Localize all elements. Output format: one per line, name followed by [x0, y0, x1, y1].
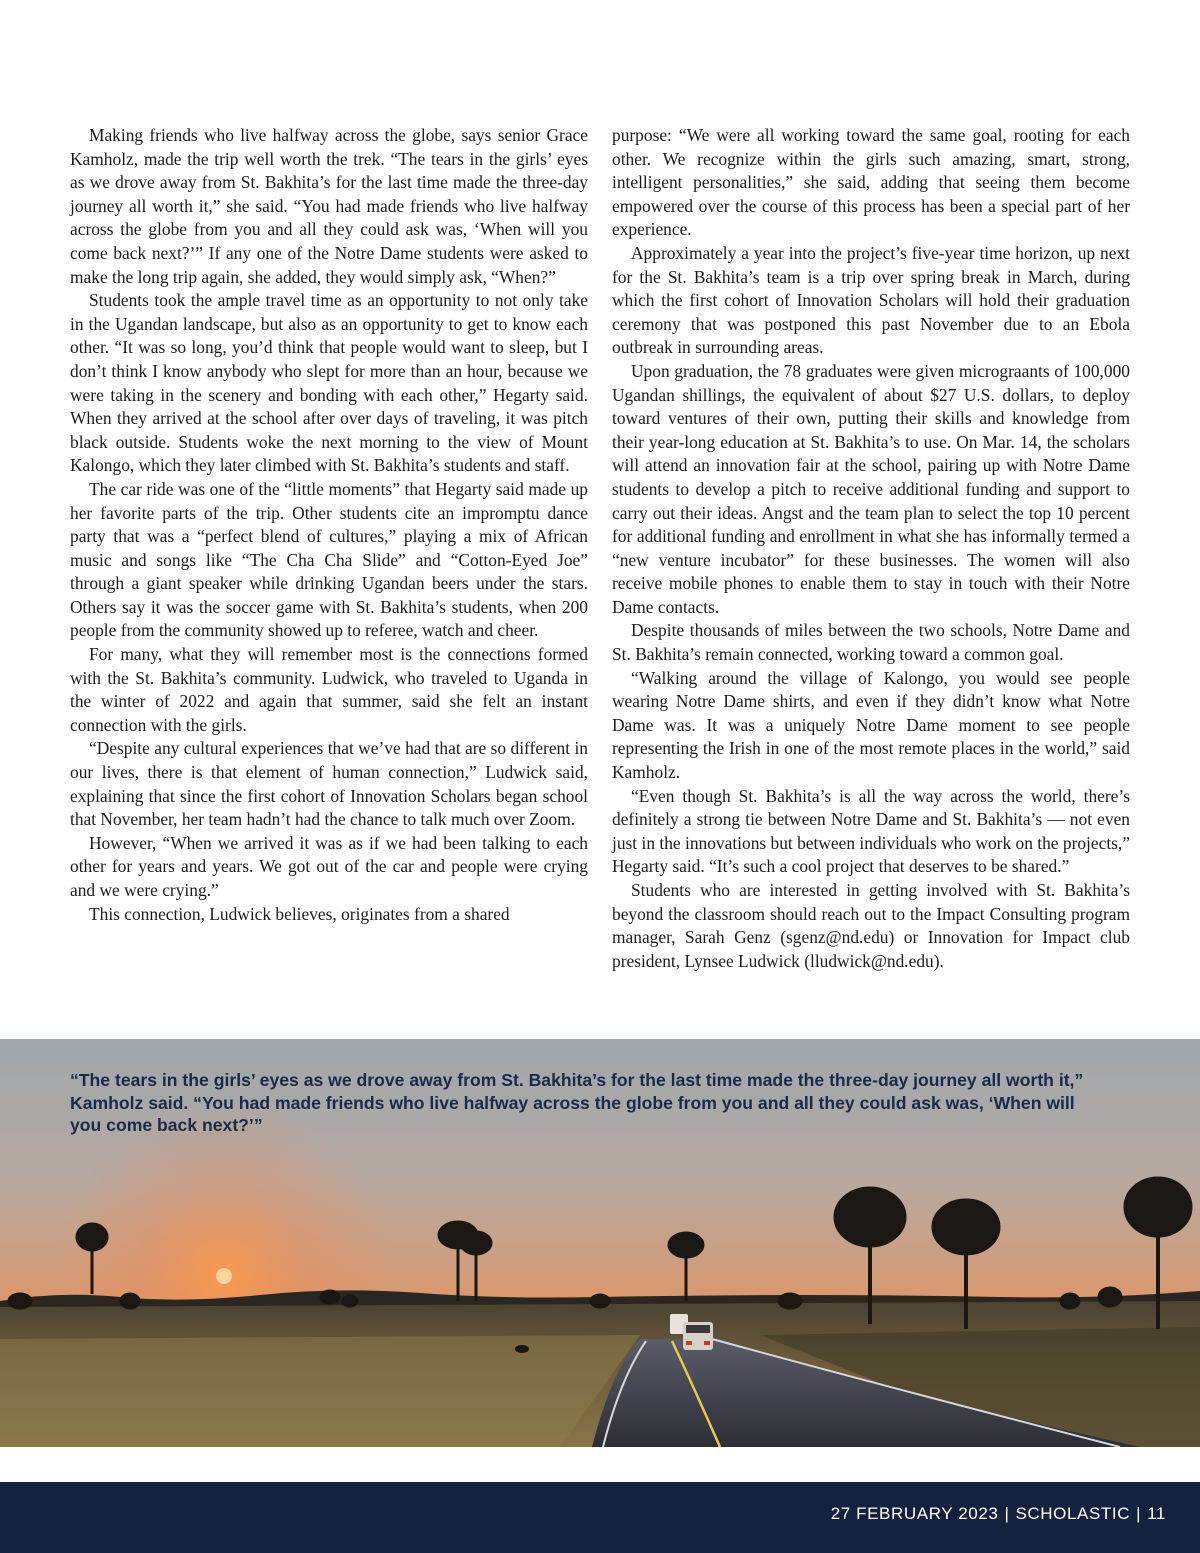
paragraph: “Even though St. Bakhita’s is all the way across the world, there’s definitely a strong tie between Notre Dame and St. Bakhita’s — not even just in the innovations but between individuals who work on the projects,” Hegarty said. “It’s such a cool project that deserves to be shared.”: [612, 785, 1130, 877]
paragraph: Upon graduation, the 78 graduates were given micrograants of 100,000 Ugandan shillings, the equivalent of about $27 U.S. dollars, to deploy toward ventures of their own, putting their skills and knowledge from their year-long education at St. Bakhita’s to use. On Mar. 14, the scholars will attend an innovation fair at the school, pairing up with Notre Dame students to develop a pitch to receive additional funding and support to carry out their ideas. Angst and the team plan to select the top 10 percent for additional funding and enrollment in what she has informally termed a “new venture incubator” for these businesses. The women will also receive mobile phones to enable them to stay in touch with their Notre Dame contacts.: [612, 360, 1130, 617]
paragraph: Students took the ample travel time as an opportunity to not only take in the Ugandan landscape, but also as an opportunity to get to know each other. “It was so long, you’d think that people would want to sleep, but I don’t think I know anybody who slept for more than an hour, because we were taking in the scenery and bonding with each other,” Hegarty said. When they arrived at the school after over days of traveling, it was pitch black outside. Students woke the next morning to the view of Mount Kalongo, which they later climbed with St. Bakhita’s students and staff.: [70, 290, 588, 476]
page-footer: [0, 1482, 1200, 1553]
paragraph: For many, what they will remember most is the connections formed with the St. Bakhita’s community. Ludwick, who traveled to Uganda in the winter of 2022 and again that summer, said she felt an instant connection with the girls.: [70, 644, 588, 735]
footer-divider: |: [1136, 1504, 1142, 1523]
paragraph: Making friends who live halfway across the globe, says senior Grace Kamholz, made the trip well worth the trek. “The tears in the girls’ eyes as we drove away from St. Bakhita’s for the last time made the three-day journey all worth it,” she said. “You had made friends who live halfway across the globe from you and all they could ask was, ‘When will you come back next?’” If any one of the Notre Dame students were asked to make the long trip again, she added, they would simply ask, “When?”: [70, 125, 588, 287]
paragraph: However, “When we arrived it was as if we had been talking to each other for years and years. We got out of the car and people were crying and we were crying.”: [70, 832, 588, 900]
publication-name: SCHOLASTIC: [1015, 1504, 1131, 1523]
article-body: [70, 124, 1130, 973]
right-column: [612, 124, 1130, 973]
footer-divider: |: [1004, 1504, 1010, 1523]
paragraph: “Despite any cultural experiences that we’ve had that are so different in our lives, there is that element of human connection,” Ludwick said, explaining that since the first cohort of Innovation Scholars began school that November, her team hadn’t had the chance to talk much over Zoom.: [70, 738, 588, 830]
paragraph: This connection, Ludwick believes, originates from a shared: [89, 903, 510, 924]
page-number: 11: [1147, 1504, 1166, 1523]
sunset-road-photo: [0, 1039, 1200, 1447]
left-column: [70, 124, 588, 973]
issue-date: 27 FEBRUARY 2023: [830, 1504, 999, 1523]
paragraph: Despite thousands of miles between the two schools, Notre Dame and St. Bakhita’s remain connected, working toward a common goal.: [612, 620, 1130, 665]
paragraph: Students who are interested in getting involved with St. Bakhita’s beyond the classroom should reach out to the Impact Consulting program manager, Sarah Genz (sgenz@nd.edu) or Innovation for Impact club president, Lynsee Ludwick (lludwick@nd.edu).: [612, 880, 1130, 971]
footer-folio: [831, 1504, 1166, 1524]
paragraph: The car ride was one of the “little moments” that Hegarty said made up her favorite parts of the trip. Other students cite an impromptu dance party that was a “perfect blend of cultures,” playing a mix of African music and songs like “The Cha Cha Slide” and “Cotton-Eyed Joe” through a giant speaker while drinking Ugandan beers under the stars. Others say it was the soccer game with St. Bakhita’s students, when 200 people from the community showed up to referee, watch and cheer.: [70, 478, 588, 641]
pull-quote: “The tears in the girls’ eyes as we drove away from St. Bakhita’s for the last time made the three-day journey all worth it,” Kamholz said. “You had made friends who live halfway across the globe from you and all they could ask was, ‘When will you come back next?’”: [70, 1070, 1084, 1135]
paragraph: purpose: “We were all working toward the same goal, rooting for each other. We recognize within the girls such amazing, smart, strong, intelligent personalities,” she said, adding that seeing them become empowered over the course of this process has been a special part of her experience.: [612, 125, 1130, 240]
paragraph: Approximately a year into the project’s five-year time horizon, up next for the St. Bakhita’s team is a trip over spring break in March, during which the first cohort of Innovation Scholars will hold their graduation ceremony that was postponed this past November due to an Ebola outbreak in surrounding areas.: [612, 242, 1130, 358]
paragraph: “Walking around the village of Kalongo, you would see people wearing Notre Dame shirts, and even if they didn’t know what Notre Dame was. It was a uniquely Notre Dame moment to see people representing the Irish in one of the most remote places in the world,” said Kamholz.: [612, 667, 1130, 783]
